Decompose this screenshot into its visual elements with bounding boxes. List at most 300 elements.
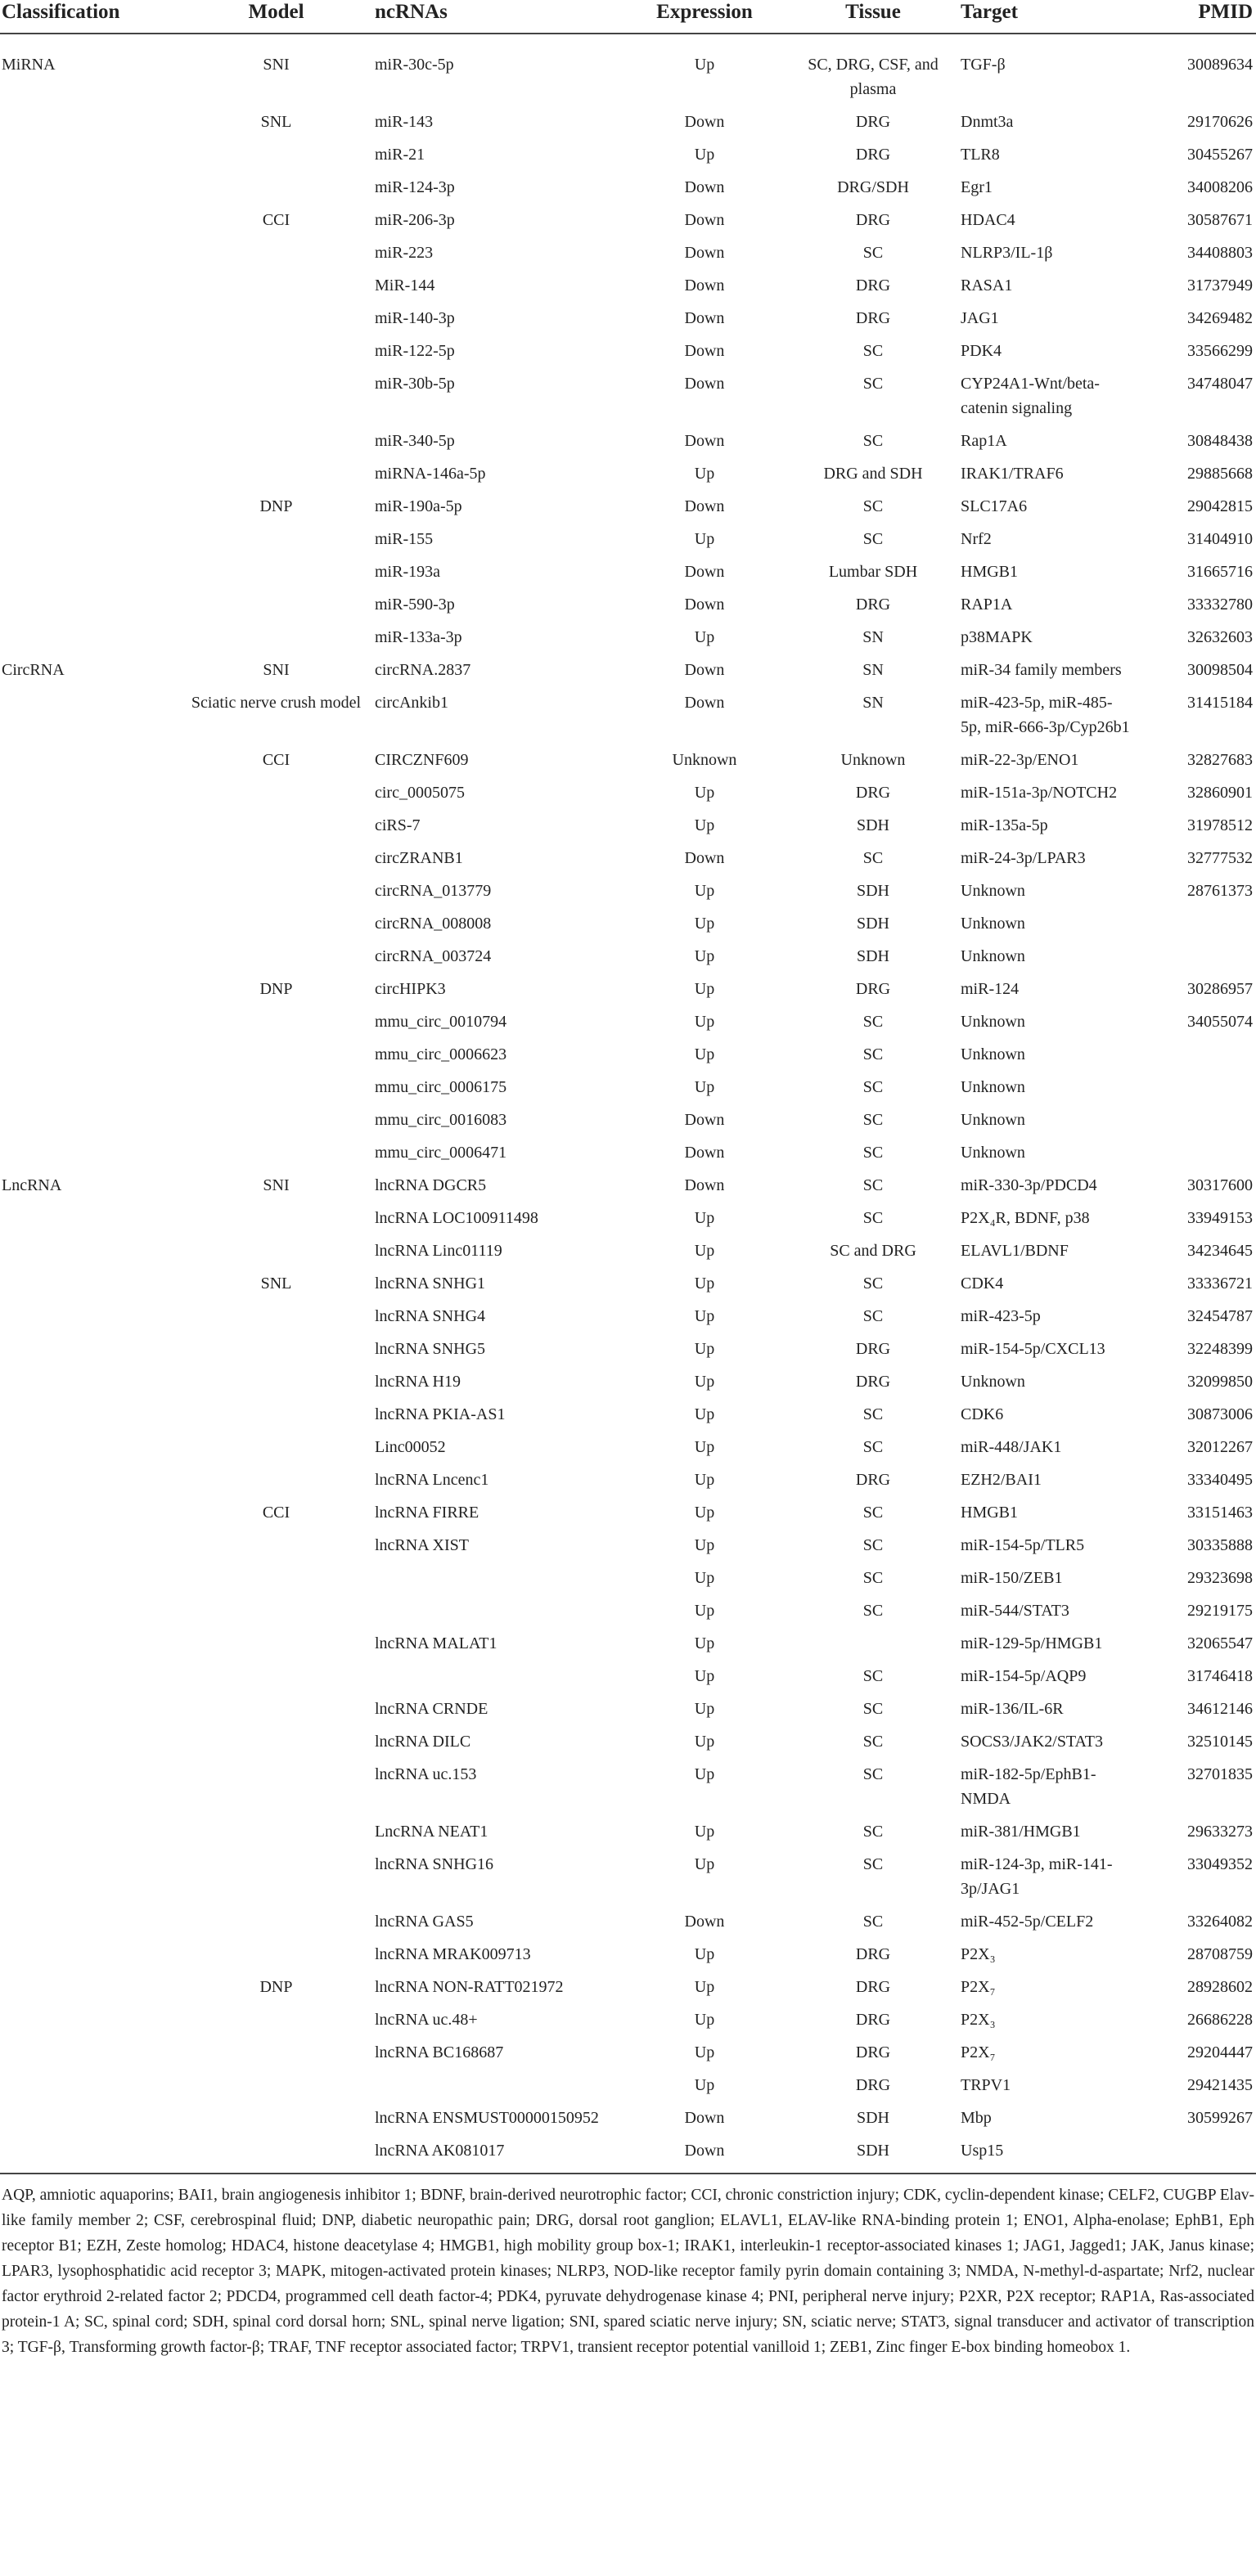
table-row (0, 911, 1256, 944)
cell-pmid (1132, 1108, 1256, 1140)
cell-model (184, 339, 368, 371)
cell-ncrna: LncRNA NEAT1 (375, 1823, 488, 1841)
table-row (0, 1402, 1256, 1435)
cell-model (184, 429, 368, 461)
table-row (0, 429, 1256, 461)
cell-target: P2X₃ (961, 1945, 996, 1963)
cell-tissue: SC (862, 530, 884, 548)
cell-pmid: 34748047 (1187, 375, 1253, 393)
cell-tissue: DRG and SDH (823, 465, 923, 483)
table-row (0, 658, 1256, 690)
table-row (0, 560, 1256, 592)
cell-classification (0, 1631, 184, 1664)
cell-tissue: DRG (855, 146, 891, 164)
cell-pmid: 34234645 (1187, 1242, 1253, 1260)
cell-ncrna: lncRNA SNHG16 (375, 1855, 494, 1873)
cell-classification (0, 1819, 184, 1852)
cell-model (184, 1909, 368, 1942)
cell-expression: Up (694, 1978, 715, 1996)
table-row (0, 1697, 1256, 1729)
cell-expression: Up (694, 947, 715, 965)
cell-model (184, 1819, 368, 1852)
cell-target: Rap1A (961, 432, 1007, 450)
cell-target: EZH2/BAI1 (961, 1471, 1042, 1489)
cell-classification (0, 1729, 184, 1762)
cell-expression: Down (684, 244, 725, 262)
cell-target: miR-124 (961, 980, 1020, 998)
table-row (0, 592, 1256, 625)
cell-model (184, 1435, 368, 1468)
cell-classification (0, 1337, 184, 1369)
cell-expression: Up (694, 1209, 715, 1227)
cell-tissue: DRG (855, 784, 891, 802)
cell-pmid: 34612146 (1187, 1700, 1253, 1718)
table-row (0, 1239, 1256, 1271)
cell-pmid: 32099850 (1187, 1373, 1253, 1391)
cell-ncrna (368, 2073, 614, 2106)
cell-tissue: DRG (855, 309, 891, 327)
cell-model (184, 625, 368, 658)
cell-pmid: 30587671 (1187, 211, 1253, 229)
cell-classification (0, 2106, 184, 2138)
table-row (0, 1468, 1256, 1500)
cell-tissue: DRG (855, 596, 891, 614)
cell-ncrna: miR-190a-5p (375, 497, 462, 515)
cell-expression: Up (694, 882, 715, 900)
cell-tissue: SC (862, 244, 884, 262)
cell-model (184, 2073, 368, 2106)
cell-ncrna: circRNA_003724 (375, 947, 492, 965)
cell-expression: Down (684, 342, 725, 360)
cell-target: ELAVL1/BDNF (961, 1242, 1069, 1260)
cell-expression: Up (694, 2076, 715, 2094)
cell-ncrna: Linc00052 (375, 1438, 446, 1456)
cell-pmid: 29885668 (1187, 465, 1253, 483)
header-ncrnas: ncRNAs (368, 0, 614, 34)
table-row (0, 1975, 1256, 2007)
cell-tissue: SC (862, 1765, 884, 1783)
table-row (0, 371, 1256, 429)
cell-tissue: SC (862, 342, 884, 360)
cell-model (184, 1009, 368, 1042)
cell-tissue: SC and DRG (830, 1242, 916, 1260)
cell-target: RASA1 (961, 276, 1013, 294)
cell-tissue: SC (862, 1667, 884, 1685)
cell-pmid (1132, 944, 1256, 977)
cell-pmid: 32827683 (1187, 751, 1253, 769)
cell-model (184, 1075, 368, 1108)
cell-classification (0, 371, 184, 429)
cell-tissue: DRG (855, 1373, 891, 1391)
cell-tissue: SC (862, 1569, 884, 1587)
cell-pmid: 30317600 (1187, 1176, 1253, 1194)
cell-ncrna: circ_0005075 (375, 784, 465, 802)
cell-expression: Up (694, 1733, 715, 1751)
cell-tissue: SC (862, 1045, 884, 1063)
cell-target: RAP1A (961, 596, 1013, 614)
cell-model: CCI (262, 1504, 290, 1522)
cell-target: SOCS3/JAK2/STAT3 (961, 1733, 1103, 1751)
cell-target: miR-452-5p/CELF2 (961, 1913, 1094, 1931)
cell-model (184, 1598, 368, 1631)
table-body (0, 34, 1256, 2174)
cell-target: miR-124-3p, miR-141-3p/JAG1 (961, 1855, 1113, 1898)
cell-ncrna: circAnkib1 (375, 694, 448, 712)
cell-tissue: SDH (795, 2138, 951, 2174)
cell-pmid: 29323698 (1187, 1569, 1253, 1587)
cell-classification: CircRNA (2, 661, 65, 679)
cell-classification (0, 273, 184, 306)
cell-model (184, 1108, 368, 1140)
cell-classification (0, 1304, 184, 1337)
cell-expression: Up (694, 1504, 715, 1522)
cell-target: JAG1 (961, 309, 999, 327)
cell-model (184, 1852, 368, 1909)
table-row (0, 1206, 1256, 1239)
cell-pmid: 29633273 (1187, 1823, 1253, 1841)
cell-tissue: SDH (856, 2109, 889, 2127)
cell-expression: Up (694, 628, 715, 646)
cell-target: NLRP3/IL-1β (961, 244, 1053, 262)
cell-target: CYP24A1-Wnt/beta-catenin signaling (961, 375, 1100, 417)
cell-classification (0, 1239, 184, 1271)
cell-classification (0, 813, 184, 846)
cell-ncrna: lncRNA ENSMUST00000150952 (375, 2109, 599, 2127)
cell-model (184, 1239, 368, 1271)
cell-classification (0, 110, 184, 142)
cell-model (184, 1206, 368, 1239)
table-row (0, 690, 1256, 748)
cell-expression: Down (684, 113, 725, 131)
table-row (0, 846, 1256, 879)
cell-pmid: 28928602 (1187, 1978, 1253, 1996)
cell-tissue: DRG (855, 276, 891, 294)
cell-classification (0, 1108, 184, 1140)
cell-pmid: 33332780 (1187, 596, 1253, 614)
cell-tissue: SDH (856, 915, 889, 933)
cell-expression: Up (694, 530, 715, 548)
cell-pmid (1132, 1042, 1256, 1075)
cell-model (184, 273, 368, 306)
cell-pmid: 32012267 (1187, 1438, 1253, 1456)
cell-ncrna: lncRNA LOC100911498 (375, 1209, 538, 1227)
cell-model: SNL (260, 1275, 292, 1292)
cell-classification (0, 2138, 184, 2174)
table-footnote: AQP, amniotic aquaporins; BAI1, brain angiogenesis inhibitor 1; BDNF, brain-derived neurotrophic factor; CCI, chronic constriction injury; CDK, cyclin-dependent kinase; CELF2, CUGBP Elav-like family member 2; CSF, cerebrospinal fluid; DNP, diabetic neuropathic pain; DRG, dorsal root ganglion; ELAVL1, ELAV-like RNA-binding protein 1; ENO1, Alpha-enolase; EphB1, Eph receptor B1; EZH, Zeste homolog; HDAC4, histone deacetylase 4; HMGB1, high mobility group box-1; IRAK1, interleukin-1 receptor-associated kinases 1; JAG1, Jagged1; JAK, Janus kinase; LPAR3, lysophosphatidic acid receptor 3; MAPK, mitogen-activated protein kinases; NLRP3, NOD-like receptor family pyrin domain containing 3; NMDA, N-methyl-d-aspartate; Nrf2, nuclear factor erythroid 2-related factor 2; PDCD4, programmed cell death factor-4; PDK4, pyruvate dehydrogenase kinase 4; PNI, peripheral nerve injury; P2XR, P2X receptor; RAP1A, Ras-associated protein-1 A; SC, spinal cord; SDH, spinal cord dorsal horn; SNL, spinal nerve ligation; SNI, spared sciatic nerve injury; SN, sciatic nerve; STAT3, signal transducer and activator of transcription 3; TGF-β, Transforming growth factor-β; TRAF, TNF receptor associated factor; TRPV1, transient receptor potential vanilloid 1; ZEB1, Zinc finger E-box binding homeobox 1. (2, 2187, 1254, 2356)
cell-pmid (1132, 2138, 1256, 2174)
table-row (0, 241, 1256, 273)
cell-ncrna: lncRNA CRNDE (375, 1700, 488, 1718)
cell-target: CDK4 (961, 1275, 1004, 1292)
table-row (0, 2138, 1256, 2174)
cell-target: IRAK1/TRAF6 (961, 465, 1064, 483)
cell-ncrna: miR-30c-5p (375, 56, 454, 74)
cell-target: Unknown (961, 1111, 1025, 1129)
cell-expression: Up (694, 146, 715, 164)
cell-target: miR-154-5p/CXCL13 (961, 1340, 1105, 1358)
cell-tissue: SC (862, 1733, 884, 1751)
cell-target: P2X₇ (961, 1978, 996, 1996)
cell-target: p38MAPK (961, 628, 1033, 646)
table-row (0, 2007, 1256, 2040)
cell-ncrna: miR-30b-5p (375, 375, 455, 393)
cell-expression: Up (694, 1765, 715, 1783)
cell-tissue: SC (862, 1913, 884, 1931)
cell-expression: Up (694, 1667, 715, 1685)
cell-tissue: SC (862, 1307, 884, 1325)
table-row (0, 1598, 1256, 1631)
cell-expression: Down (684, 694, 725, 712)
cell-tissue: Unknown (840, 751, 906, 769)
cell-pmid: 33151463 (1187, 1504, 1253, 1522)
cell-target: Unknown (961, 947, 1025, 965)
cell-target: Unknown (961, 915, 1025, 933)
table-row (0, 625, 1256, 658)
cell-ncrna: lncRNA Linc01119 (375, 1242, 502, 1260)
table-row (0, 1075, 1256, 1108)
cell-tissue: DRG (855, 1471, 891, 1489)
cell-target: HMGB1 (961, 563, 1019, 581)
cell-pmid: 28761373 (1187, 882, 1253, 900)
cell-tissue: SDH (856, 816, 889, 834)
cell-classification (0, 1435, 184, 1468)
cell-expression: Up (694, 1823, 715, 1841)
cell-tissue: SC (862, 375, 884, 393)
cell-ncrna: lncRNA NON-RATT021972 (375, 1978, 564, 1996)
cell-expression: Down (684, 2109, 725, 2127)
table-row (0, 1173, 1256, 1206)
cell-target: TGF-β (961, 56, 1006, 74)
cell-tissue: SC (862, 1438, 884, 1456)
cell-expression: Up (694, 1078, 715, 1096)
cell-model (184, 1631, 368, 1664)
cell-target: miR-136/IL-6R (961, 1700, 1064, 1718)
cell-model (184, 1942, 368, 1975)
header-expression: Expression (614, 0, 795, 34)
cell-tissue: SC, DRG, CSF, and plasma (808, 56, 939, 98)
header-target: Target (951, 0, 1132, 34)
cell-ncrna: lncRNA BC168687 (375, 2043, 504, 2061)
cell-ncrna: miR-193a (375, 563, 440, 581)
cell-ncrna: CIRCZNF609 (375, 751, 469, 769)
cell-expression: Down (684, 1144, 725, 1162)
cell-classification (0, 690, 184, 748)
cell-tissue: SC (862, 1209, 884, 1227)
cell-model (184, 879, 368, 911)
cell-ncrna: lncRNA DGCR5 (375, 1176, 487, 1194)
cell-model (184, 2138, 368, 2174)
cell-classification (0, 208, 184, 241)
cell-pmid: 30286957 (1187, 980, 1253, 998)
table-row (0, 1042, 1256, 1075)
cell-expression: Up (694, 1602, 715, 1620)
table-row (0, 461, 1256, 494)
cell-pmid: 29042815 (1187, 497, 1253, 515)
cell-model (184, 1304, 368, 1337)
table-row (0, 142, 1256, 175)
cell-model (184, 2007, 368, 2040)
cell-expression: Down (684, 432, 725, 450)
cell-classification (0, 175, 184, 208)
table-row (0, 944, 1256, 977)
cell-pmid: 30848438 (1187, 432, 1253, 450)
cell-tissue: SDH (856, 882, 889, 900)
table-row (0, 780, 1256, 813)
cell-pmid: 33340495 (1187, 1471, 1253, 1489)
cell-classification (0, 1852, 184, 1909)
cell-model (184, 1533, 368, 1566)
cell-target: Mbp (961, 2109, 992, 2127)
cell-ncrna (368, 1566, 614, 1598)
cell-model (184, 1337, 368, 1369)
cell-classification (0, 1697, 184, 1729)
cell-target: P2X₇ (961, 2043, 996, 2061)
table-row (0, 2073, 1256, 2106)
cell-pmid: 30599267 (1187, 2109, 1253, 2127)
cell-pmid: 29204447 (1187, 2043, 1253, 2061)
table-row (0, 1108, 1256, 1140)
cell-model (184, 1729, 368, 1762)
cell-model (184, 241, 368, 273)
cell-pmid: 30098504 (1187, 661, 1253, 679)
cell-classification (0, 306, 184, 339)
cell-expression: Up (694, 2043, 715, 2061)
cell-ncrna: circRNA_013779 (375, 882, 492, 900)
cell-ncrna: lncRNA MALAT1 (375, 1634, 497, 1652)
cell-pmid: 31404910 (1187, 530, 1253, 548)
cell-ncrna: lncRNA XIST (375, 1536, 469, 1554)
cell-pmid: 31737949 (1187, 276, 1253, 294)
cell-pmid: 26686228 (1187, 2011, 1253, 2029)
cell-model: DNP (259, 980, 293, 998)
table-row (0, 1500, 1256, 1533)
cell-classification (0, 461, 184, 494)
cell-tissue: SC (862, 1275, 884, 1292)
cell-target: P2X₄R, BDNF, p38 (961, 1209, 1090, 1227)
cell-tissue: SC (862, 1144, 884, 1162)
cell-target: Usp15 (951, 2138, 1132, 2174)
header-tissue: Tissue (795, 0, 951, 34)
cell-tissue: SC (862, 1111, 884, 1129)
cell-tissue: SDH (856, 947, 889, 965)
cell-classification (0, 1009, 184, 1042)
cell-expression: Down (684, 375, 725, 393)
header-pmid: PMID (1132, 0, 1256, 34)
cell-target: Unknown (961, 882, 1025, 900)
cell-pmid: 30089634 (1187, 56, 1253, 74)
table-row (0, 2106, 1256, 2138)
cell-target: TLR8 (961, 146, 1000, 164)
cell-classification (0, 2073, 184, 2106)
cell-expression: Up (694, 1536, 715, 1554)
cell-pmid: 29170626 (1187, 113, 1253, 131)
cell-model: CCI (262, 211, 290, 229)
cell-target: SLC17A6 (961, 497, 1028, 515)
cell-tissue: SC (862, 1602, 884, 1620)
cell-model (184, 560, 368, 592)
cell-target: miR-154-5p/AQP9 (961, 1667, 1087, 1685)
table-row (0, 1271, 1256, 1304)
cell-model (184, 944, 368, 977)
cell-expression: Down (684, 661, 725, 679)
cell-pmid: 31665716 (1187, 563, 1253, 581)
cell-expression: Up (694, 915, 715, 933)
cell-expression: Down (684, 1176, 725, 1194)
cell-model (184, 2040, 368, 2073)
cell-pmid: 30455267 (1187, 146, 1253, 164)
cell-classification (0, 241, 184, 273)
cell-classification (0, 748, 184, 780)
cell-expression: Up (694, 1471, 715, 1489)
cell-target: Unknown (961, 1373, 1025, 1391)
cell-model (184, 461, 368, 494)
cell-tissue: SC (862, 1700, 884, 1718)
cell-expression: Unknown (672, 751, 737, 769)
cell-ncrna: lncRNA SNHG1 (375, 1275, 486, 1292)
cell-classification (0, 879, 184, 911)
cell-classification (0, 1369, 184, 1402)
cell-expression: Down (684, 1913, 725, 1931)
cell-tissue: SC (862, 1823, 884, 1841)
cell-model (184, 1468, 368, 1500)
cell-pmid: 34055074 (1187, 1013, 1253, 1031)
cell-expression: Down (614, 2138, 795, 2174)
cell-ncrna: lncRNA MRAK009713 (375, 1945, 531, 1963)
cell-pmid: 29421435 (1187, 2076, 1253, 2094)
cell-pmid: 32632603 (1187, 628, 1253, 646)
cell-ncrna (368, 1664, 614, 1697)
cell-expression: Down (684, 309, 725, 327)
cell-classification (0, 977, 184, 1009)
cell-ncrna: miR-21 (375, 146, 425, 164)
cell-pmid: 30335888 (1187, 1536, 1253, 1554)
cell-expression: Up (694, 784, 715, 802)
cell-tissue: DRG (855, 2076, 891, 2094)
table-row (0, 339, 1256, 371)
cell-classification (0, 1075, 184, 1108)
cell-model: SNL (260, 113, 292, 131)
cell-pmid: 34008206 (1187, 178, 1253, 196)
cell-model (184, 1369, 368, 1402)
table-row (0, 1819, 1256, 1852)
cell-expression: Up (694, 465, 715, 483)
cell-classification (0, 1140, 184, 1173)
cell-tissue: SC (862, 1504, 884, 1522)
cell-classification: MiRNA (2, 56, 56, 74)
cell-model: SNI (263, 56, 290, 74)
cell-model (184, 306, 368, 339)
cell-ncrna: lncRNA FIRRE (375, 1504, 479, 1522)
cell-ncrna: lncRNA GAS5 (375, 1913, 474, 1931)
cell-tissue: SC (862, 1405, 884, 1423)
cell-model: Sciatic nerve crush model (191, 694, 362, 712)
cell-target: miR-151a-3p/NOTCH2 (961, 784, 1118, 802)
cell-pmid: 33949153 (1187, 1209, 1253, 1227)
table-row (0, 1337, 1256, 1369)
cell-classification (0, 1468, 184, 1500)
cell-model (184, 2106, 368, 2138)
cell-classification (0, 1762, 184, 1819)
cell-model: SNI (263, 661, 290, 679)
table-row (0, 1435, 1256, 1468)
cell-ncrna: miR-122-5p (375, 342, 455, 360)
table-row (0, 977, 1256, 1009)
cell-target: miR-182-5p/EphB1-NMDA (961, 1765, 1096, 1808)
cell-model (184, 592, 368, 625)
table-row (0, 1304, 1256, 1337)
header-model: Model (184, 0, 368, 34)
cell-target: Egr1 (961, 178, 993, 196)
